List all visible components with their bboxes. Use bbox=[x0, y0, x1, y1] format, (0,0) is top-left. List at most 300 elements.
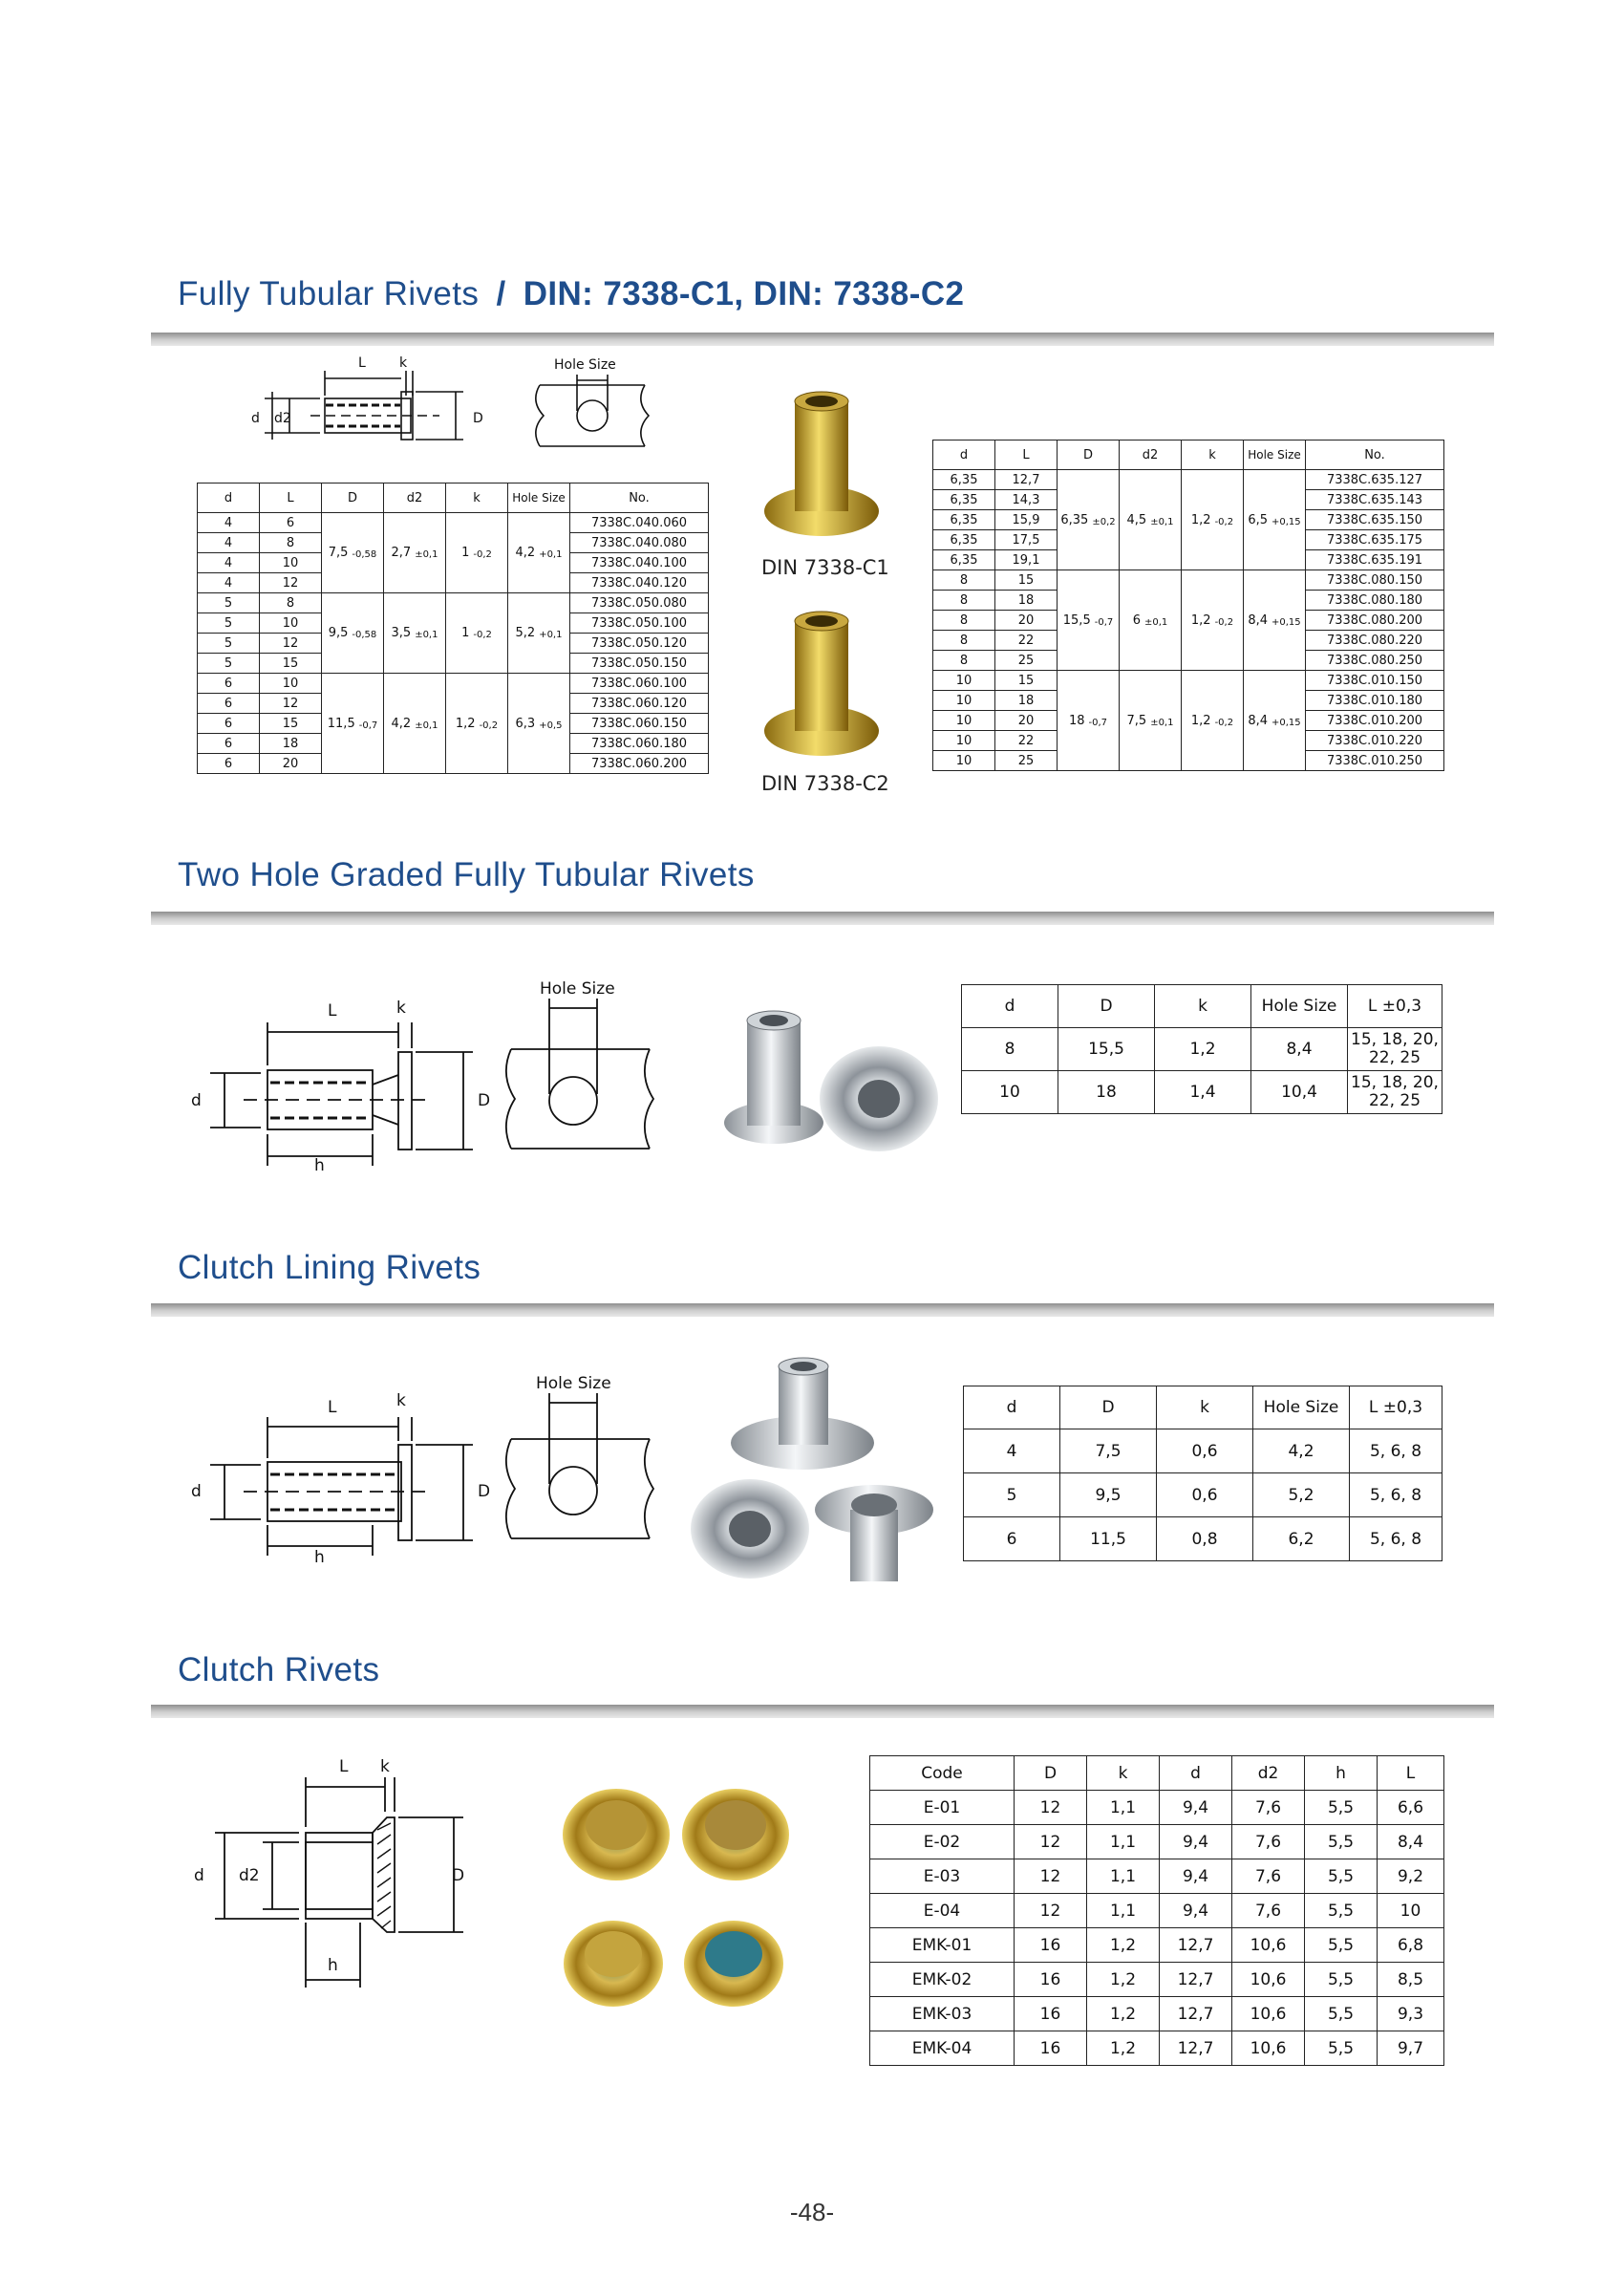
two-hole-rivet-photo bbox=[707, 1003, 946, 1166]
rivet-dimension-diagram bbox=[244, 354, 664, 463]
cell-k: 1,2 bbox=[1155, 1028, 1251, 1071]
cell-hole-size: 4,2 bbox=[1253, 1429, 1350, 1473]
cell-d: 6,35 bbox=[933, 490, 995, 510]
cell-k: 0,6 bbox=[1157, 1473, 1253, 1517]
cell-d: 5 bbox=[964, 1473, 1060, 1517]
cell-k bbox=[446, 674, 508, 774]
cell-part-no: 7338C.050.150 bbox=[570, 654, 709, 674]
col-d2: d2 bbox=[1120, 441, 1182, 470]
cell-d2-value: 2,7 bbox=[391, 546, 412, 560]
cell-d: 5 bbox=[198, 613, 260, 634]
cell-k-tolerance: -0,2 bbox=[479, 720, 499, 731]
cell-L: 10 bbox=[1378, 1894, 1444, 1928]
cell-h: 5,5 bbox=[1305, 1997, 1378, 2031]
cell-code: E-01 bbox=[870, 1791, 1015, 1825]
cell-D: 12 bbox=[1015, 1825, 1087, 1859]
cell-k: 1,2 bbox=[1087, 1963, 1160, 1997]
cell-part-no: 7338C.080.180 bbox=[1306, 591, 1444, 611]
cell-d: 6,35 bbox=[933, 510, 995, 530]
cell-k bbox=[446, 593, 508, 674]
cell-d2: 10,6 bbox=[1232, 1997, 1305, 2031]
cell-D: 9,5 bbox=[1060, 1473, 1157, 1517]
cell-part-no: 7338C.010.200 bbox=[1306, 711, 1444, 731]
cell-L: 20 bbox=[995, 611, 1058, 631]
dim-label-D: D bbox=[478, 1482, 491, 1501]
col-D: D bbox=[322, 484, 384, 513]
cell-code: EMK-01 bbox=[870, 1928, 1015, 1963]
cell-D: 12 bbox=[1015, 1894, 1087, 1928]
cell-d: 8 bbox=[933, 591, 995, 611]
cell-h: 5,5 bbox=[1305, 1791, 1378, 1825]
cell-L: 14,3 bbox=[995, 490, 1058, 510]
col-hole-size: Hole Size bbox=[1253, 1386, 1350, 1429]
cell-L: 9,7 bbox=[1378, 2031, 1444, 2066]
dim-label-h: h bbox=[328, 1956, 338, 1975]
cell-L-line1: 15, 18, 20, bbox=[1351, 1073, 1439, 1092]
cell-k-value: 1,2 bbox=[1190, 713, 1211, 728]
col-L: L bbox=[1378, 1756, 1444, 1791]
cell-k: 1,1 bbox=[1087, 1825, 1160, 1859]
clutch-rivet-diagram bbox=[186, 1758, 502, 1988]
dim-label-k: k bbox=[396, 1391, 406, 1410]
section-title-clutch-lining: Clutch Lining Rivets bbox=[178, 1249, 481, 1286]
cell-D: 15,5 bbox=[1058, 1028, 1155, 1071]
cell-D-value: 7,5 bbox=[328, 546, 349, 560]
cell-part-no: 7338C.635.127 bbox=[1306, 470, 1444, 490]
cell-D: 7,5 bbox=[1060, 1429, 1157, 1473]
table-row bbox=[198, 593, 709, 613]
cell-L: 15 bbox=[995, 570, 1058, 591]
cell-L: 12 bbox=[260, 694, 322, 714]
cell-L: 22 bbox=[995, 631, 1058, 651]
table-row bbox=[962, 1028, 1442, 1071]
cell-hole-size-value: 5,2 bbox=[515, 626, 536, 640]
cell-d: 12,7 bbox=[1160, 1997, 1232, 2031]
spec-table-clutch-lining bbox=[963, 1386, 1442, 1561]
dim-label-d: d bbox=[191, 1482, 202, 1501]
page-number: -48- bbox=[789, 2198, 835, 2226]
cell-d2-value: 4,5 bbox=[1126, 512, 1147, 527]
col-D: D bbox=[1058, 985, 1155, 1028]
cell-d: 9,4 bbox=[1160, 1825, 1232, 1859]
cell-D-value: 11,5 bbox=[327, 716, 355, 731]
clutch-lining-rivet-photo bbox=[683, 1347, 941, 1596]
cell-d: 10 bbox=[933, 671, 995, 691]
cell-d: 4 bbox=[964, 1429, 1060, 1473]
table-row bbox=[933, 671, 1444, 691]
col-D: D bbox=[1015, 1756, 1087, 1791]
cell-part-no: 7338C.635.175 bbox=[1306, 530, 1444, 550]
cell-part-no: 7338C.080.220 bbox=[1306, 631, 1444, 651]
cell-hole-size bbox=[1244, 671, 1306, 771]
cell-d2-tolerance: ±0,1 bbox=[1150, 717, 1174, 728]
cell-part-no: 7338C.635.150 bbox=[1306, 510, 1444, 530]
cell-hole-size bbox=[508, 513, 570, 593]
table-row bbox=[870, 1791, 1444, 1825]
cell-d2 bbox=[384, 674, 446, 774]
photo-caption-c1: DIN 7338-C1 bbox=[761, 556, 889, 579]
cell-L: 15 bbox=[260, 714, 322, 734]
col-code: Code bbox=[870, 1756, 1015, 1791]
cell-L: 19,1 bbox=[995, 550, 1058, 570]
cell-d2: 10,6 bbox=[1232, 2031, 1305, 2066]
cell-hole-size bbox=[508, 674, 570, 774]
cell-D-value: 18 bbox=[1068, 713, 1085, 728]
table-body bbox=[962, 1028, 1442, 1114]
cell-d: 12,7 bbox=[1160, 2031, 1232, 2066]
col-d: d bbox=[933, 441, 995, 470]
cell-k-value: 1,2 bbox=[1190, 612, 1211, 628]
cell-part-no: 7338C.010.250 bbox=[1306, 751, 1444, 771]
dim-label-k: k bbox=[396, 999, 406, 1018]
cell-d2: 7,6 bbox=[1232, 1894, 1305, 1928]
cell-k-tolerance: -0,2 bbox=[473, 549, 492, 560]
cell-part-no: 7338C.040.080 bbox=[570, 533, 709, 553]
cell-d: 10 bbox=[962, 1071, 1058, 1114]
cell-part-no: 7338C.060.100 bbox=[570, 674, 709, 694]
spec-table-two-hole bbox=[961, 984, 1442, 1114]
cell-L: 15,9 bbox=[995, 510, 1058, 530]
cell-d: 6,35 bbox=[933, 530, 995, 550]
cell-D-tolerance: -0,7 bbox=[1088, 717, 1108, 728]
cell-h: 5,5 bbox=[1305, 1928, 1378, 1963]
cell-part-no: 7338C.060.120 bbox=[570, 694, 709, 714]
table-body bbox=[198, 513, 709, 774]
section-title-clutch-rivets: Clutch Rivets bbox=[178, 1651, 380, 1688]
cell-D: 12 bbox=[1015, 1791, 1087, 1825]
col-no: No. bbox=[1306, 441, 1444, 470]
cell-d: 9,4 bbox=[1160, 1859, 1232, 1894]
cell-L: 12,7 bbox=[995, 470, 1058, 490]
cell-D-tolerance: -0,7 bbox=[1094, 616, 1114, 628]
cell-d2 bbox=[1120, 470, 1182, 570]
col-L: L bbox=[260, 484, 322, 513]
cell-part-no: 7338C.080.250 bbox=[1306, 651, 1444, 671]
cell-k bbox=[446, 513, 508, 593]
clutch-lining-rivet-diagram bbox=[186, 1374, 664, 1565]
cell-D-tolerance: -0,58 bbox=[352, 630, 377, 640]
cell-h: 5,5 bbox=[1305, 1963, 1378, 1997]
cell-hole-size: 5,2 bbox=[1253, 1473, 1350, 1517]
clutch-rivet-photo bbox=[554, 1758, 802, 2026]
dim-label-hole-size: Hole Size bbox=[554, 357, 616, 373]
cell-h: 5,5 bbox=[1305, 1894, 1378, 1928]
table-row bbox=[962, 1071, 1442, 1114]
cell-d: 6 bbox=[964, 1517, 1060, 1561]
section-divider bbox=[151, 1303, 1494, 1317]
cell-d2: 10,6 bbox=[1232, 1963, 1305, 1997]
cell-k: 1,2 bbox=[1087, 1928, 1160, 1963]
cell-d: 8 bbox=[933, 651, 995, 671]
cell-L: 6,8 bbox=[1378, 1928, 1444, 1963]
dim-label-L: L bbox=[339, 1758, 349, 1776]
cell-k: 1,2 bbox=[1087, 1997, 1160, 2031]
cell-D: 16 bbox=[1015, 1963, 1087, 1997]
table-row bbox=[964, 1517, 1442, 1561]
dim-label-D: D bbox=[473, 411, 483, 426]
dim-label-h: h bbox=[314, 1548, 325, 1565]
cell-k-tolerance: -0,2 bbox=[1214, 616, 1234, 628]
cell-part-no: 7338C.080.150 bbox=[1306, 570, 1444, 591]
cell-part-no: 7338C.080.200 bbox=[1306, 611, 1444, 631]
cell-d2: 10,6 bbox=[1232, 1928, 1305, 1963]
cell-d: 10 bbox=[933, 691, 995, 711]
col-d: d bbox=[1160, 1756, 1232, 1791]
cell-k-tolerance: -0,2 bbox=[1214, 717, 1234, 728]
cell-code: E-04 bbox=[870, 1894, 1015, 1928]
cell-d2-value: 6 bbox=[1132, 612, 1141, 628]
dim-label-D: D bbox=[452, 1866, 465, 1885]
cell-L: 9,2 bbox=[1378, 1859, 1444, 1894]
cell-L: 20 bbox=[260, 754, 322, 774]
section-title-part-a: Fully Tubular Rivets bbox=[178, 275, 480, 312]
col-L: L bbox=[995, 441, 1058, 470]
col-k: k bbox=[1157, 1386, 1253, 1429]
cell-d: 8 bbox=[933, 611, 995, 631]
cell-L: 6 bbox=[260, 513, 322, 533]
dim-label-d: d bbox=[194, 1866, 204, 1885]
cell-part-no: 7338C.040.100 bbox=[570, 553, 709, 573]
cell-d2-tolerance: ±0,1 bbox=[415, 720, 438, 731]
section-title-two-hole: Two Hole Graded Fully Tubular Rivets bbox=[178, 856, 755, 893]
cell-part-no: 7338C.635.143 bbox=[1306, 490, 1444, 510]
cell-D: 18 bbox=[1058, 1071, 1155, 1114]
cell-part-no: 7338C.010.180 bbox=[1306, 691, 1444, 711]
cell-d: 4 bbox=[198, 573, 260, 593]
section-divider bbox=[151, 912, 1494, 925]
cell-L: 10 bbox=[260, 553, 322, 573]
photo-caption-c2: DIN 7338-C2 bbox=[761, 772, 889, 795]
cell-part-no: 7338C.050.080 bbox=[570, 593, 709, 613]
cell-h: 5,5 bbox=[1305, 1825, 1378, 1859]
cell-L: 20 bbox=[995, 711, 1058, 731]
table-row bbox=[870, 1825, 1444, 1859]
cell-L: 8 bbox=[260, 593, 322, 613]
dim-label-d: d bbox=[191, 1091, 202, 1110]
cell-k: 1,1 bbox=[1087, 1859, 1160, 1894]
cell-d: 5 bbox=[198, 654, 260, 674]
table-row bbox=[870, 1894, 1444, 1928]
cell-k bbox=[1182, 570, 1244, 671]
dim-label-hole-size: Hole Size bbox=[540, 979, 615, 999]
spec-table-clutch-rivets bbox=[869, 1755, 1444, 2066]
cell-L: 6,6 bbox=[1378, 1791, 1444, 1825]
cell-d2-value: 7,5 bbox=[1126, 713, 1147, 728]
cell-hole-size-value: 6,5 bbox=[1248, 512, 1269, 527]
cell-D bbox=[322, 674, 384, 774]
cell-hole-size bbox=[508, 593, 570, 674]
col-d: d bbox=[198, 484, 260, 513]
cell-d2-value: 4,2 bbox=[391, 716, 412, 731]
col-hole-size: Hole Size bbox=[1244, 441, 1306, 470]
cell-d: 5 bbox=[198, 634, 260, 654]
cell-d2-tolerance: ±0,1 bbox=[415, 630, 438, 640]
cell-k-value: 1 bbox=[461, 626, 470, 640]
table-body bbox=[964, 1429, 1442, 1561]
section-title-fully-tubular bbox=[178, 275, 964, 313]
cell-k: 1,1 bbox=[1087, 1791, 1160, 1825]
table-row bbox=[933, 570, 1444, 591]
cell-D-value: 6,35 bbox=[1060, 512, 1089, 527]
cell-L: 25 bbox=[995, 751, 1058, 771]
table-body bbox=[933, 470, 1444, 771]
section-divider bbox=[151, 1705, 1494, 1718]
cell-k bbox=[1182, 470, 1244, 570]
dim-label-hole-size: Hole Size bbox=[536, 1374, 611, 1393]
cell-D bbox=[322, 593, 384, 674]
cell-d: 6 bbox=[198, 674, 260, 694]
cell-d: 10 bbox=[933, 731, 995, 751]
cell-L: 25 bbox=[995, 651, 1058, 671]
cell-part-no: 7338C.050.120 bbox=[570, 634, 709, 654]
cell-D: 16 bbox=[1015, 1928, 1087, 1963]
cell-d2: 7,6 bbox=[1232, 1825, 1305, 1859]
cell-d2: 7,6 bbox=[1232, 1791, 1305, 1825]
cell-hole-size-value: 8,4 bbox=[1248, 713, 1269, 728]
cell-L: 8 bbox=[260, 533, 322, 553]
cell-D bbox=[1058, 671, 1120, 771]
cell-d: 6 bbox=[198, 734, 260, 754]
cell-hole-size-value: 8,4 bbox=[1248, 612, 1269, 628]
cell-L: 15 bbox=[260, 654, 322, 674]
cell-h: 5,5 bbox=[1305, 1859, 1378, 1894]
section-title-separator: / bbox=[496, 275, 506, 312]
section-divider bbox=[151, 333, 1494, 346]
cell-hole-size-tolerance: +0,15 bbox=[1271, 516, 1301, 527]
cell-D-tolerance: -0,58 bbox=[352, 549, 377, 560]
cell-d: 4 bbox=[198, 533, 260, 553]
cell-L: 10 bbox=[260, 613, 322, 634]
spec-table-din7338-large bbox=[932, 440, 1444, 771]
cell-k bbox=[1182, 671, 1244, 771]
cell-part-no: 7338C.050.100 bbox=[570, 613, 709, 634]
dim-label-d2: d2 bbox=[239, 1866, 260, 1885]
cell-D: 11,5 bbox=[1060, 1517, 1157, 1561]
dim-label-D: D bbox=[478, 1091, 491, 1110]
cell-h: 5,5 bbox=[1305, 2031, 1378, 2066]
cell-d2-value: 3,5 bbox=[391, 626, 412, 640]
cell-hole-size bbox=[1244, 570, 1306, 671]
cell-hole-size-tolerance: +0,1 bbox=[539, 549, 563, 560]
cell-d: 5 bbox=[198, 593, 260, 613]
table-row bbox=[870, 1928, 1444, 1963]
cell-L: 12 bbox=[260, 573, 322, 593]
col-d: d bbox=[964, 1386, 1060, 1429]
cell-D: 16 bbox=[1015, 1997, 1087, 2031]
cell-hole-size-value: 6,3 bbox=[515, 716, 536, 731]
cell-L bbox=[1348, 1071, 1442, 1114]
cell-code: EMK-04 bbox=[870, 2031, 1015, 2066]
col-hole-size: Hole Size bbox=[508, 484, 570, 513]
cell-part-no: 7338C.060.180 bbox=[570, 734, 709, 754]
cell-part-no: 7338C.010.220 bbox=[1306, 731, 1444, 751]
cell-d2 bbox=[1120, 570, 1182, 671]
cell-k: 0,8 bbox=[1157, 1517, 1253, 1561]
section-title-part-b: DIN: 7338-C1, DIN: 7338-C2 bbox=[523, 275, 965, 312]
cell-D bbox=[322, 513, 384, 593]
table-row bbox=[198, 513, 709, 533]
cell-L: 12 bbox=[260, 634, 322, 654]
spec-table-din7338-small bbox=[197, 483, 709, 774]
cell-L: 18 bbox=[995, 691, 1058, 711]
rivet-photo-din7338-c2 bbox=[755, 602, 888, 764]
cell-k-value: 1 bbox=[461, 546, 470, 560]
cell-L-line2: 22, 25 bbox=[1368, 1048, 1421, 1067]
cell-hole-size-tolerance: +0,15 bbox=[1271, 717, 1301, 728]
cell-d: 8 bbox=[962, 1028, 1058, 1071]
cell-part-no: 7338C.635.191 bbox=[1306, 550, 1444, 570]
table-row bbox=[964, 1429, 1442, 1473]
cell-D bbox=[1058, 570, 1120, 671]
table-row bbox=[870, 1963, 1444, 1997]
cell-d: 6 bbox=[198, 694, 260, 714]
col-L: L ±0,3 bbox=[1348, 985, 1442, 1028]
cell-d2: 7,6 bbox=[1232, 1859, 1305, 1894]
cell-d2-tolerance: ±0,1 bbox=[1150, 516, 1174, 527]
table-row bbox=[870, 1859, 1444, 1894]
cell-d: 8 bbox=[933, 570, 995, 591]
cell-k-value: 1,2 bbox=[1190, 512, 1211, 527]
table-row bbox=[933, 470, 1444, 490]
cell-L-line2: 22, 25 bbox=[1368, 1091, 1421, 1110]
cell-L: 5, 6, 8 bbox=[1350, 1517, 1442, 1561]
cell-d: 6,35 bbox=[933, 470, 995, 490]
dim-label-L: L bbox=[328, 1001, 337, 1021]
table-row bbox=[870, 2031, 1444, 2066]
cell-d: 8 bbox=[933, 631, 995, 651]
cell-hole-size-tolerance: +0,1 bbox=[539, 630, 563, 640]
cell-d: 12,7 bbox=[1160, 1963, 1232, 1997]
cell-hole-size: 6,2 bbox=[1253, 1517, 1350, 1561]
cell-hole-size: 8,4 bbox=[1251, 1028, 1348, 1071]
cell-k-tolerance: -0,2 bbox=[473, 630, 492, 640]
cell-L: 8,4 bbox=[1378, 1825, 1444, 1859]
cell-part-no: 7338C.060.150 bbox=[570, 714, 709, 734]
col-d: d bbox=[962, 985, 1058, 1028]
col-h: h bbox=[1305, 1756, 1378, 1791]
cell-D bbox=[1058, 470, 1120, 570]
cell-d: 6 bbox=[198, 754, 260, 774]
cell-L: 15 bbox=[995, 671, 1058, 691]
cell-hole-size-value: 4,2 bbox=[515, 546, 536, 560]
table-row bbox=[870, 1997, 1444, 2031]
cell-d: 10 bbox=[933, 751, 995, 771]
col-L: L ±0,3 bbox=[1350, 1386, 1442, 1429]
cell-D-value: 9,5 bbox=[328, 626, 349, 640]
rivet-photo-din7338-c1 bbox=[755, 382, 888, 545]
cell-code: E-02 bbox=[870, 1825, 1015, 1859]
dim-label-d: d bbox=[251, 411, 260, 426]
cell-part-no: 7338C.060.200 bbox=[570, 754, 709, 774]
cell-d: 10 bbox=[933, 711, 995, 731]
cell-d2-tolerance: ±0,1 bbox=[1143, 616, 1168, 628]
cell-L: 5, 6, 8 bbox=[1350, 1429, 1442, 1473]
cell-code: EMK-02 bbox=[870, 1963, 1015, 1997]
cell-d2-tolerance: ±0,1 bbox=[415, 549, 438, 560]
col-d2: d2 bbox=[1232, 1756, 1305, 1791]
cell-k-value: 1,2 bbox=[455, 716, 476, 731]
col-k: k bbox=[1087, 1756, 1160, 1791]
cell-k: 1,1 bbox=[1087, 1894, 1160, 1928]
cell-code: E-03 bbox=[870, 1859, 1015, 1894]
col-d2: d2 bbox=[384, 484, 446, 513]
cell-d2 bbox=[384, 593, 446, 674]
dim-label-k: k bbox=[380, 1758, 390, 1776]
cell-D: 16 bbox=[1015, 2031, 1087, 2066]
cell-L: 18 bbox=[995, 591, 1058, 611]
col-k: k bbox=[1182, 441, 1244, 470]
cell-D: 12 bbox=[1015, 1859, 1087, 1894]
